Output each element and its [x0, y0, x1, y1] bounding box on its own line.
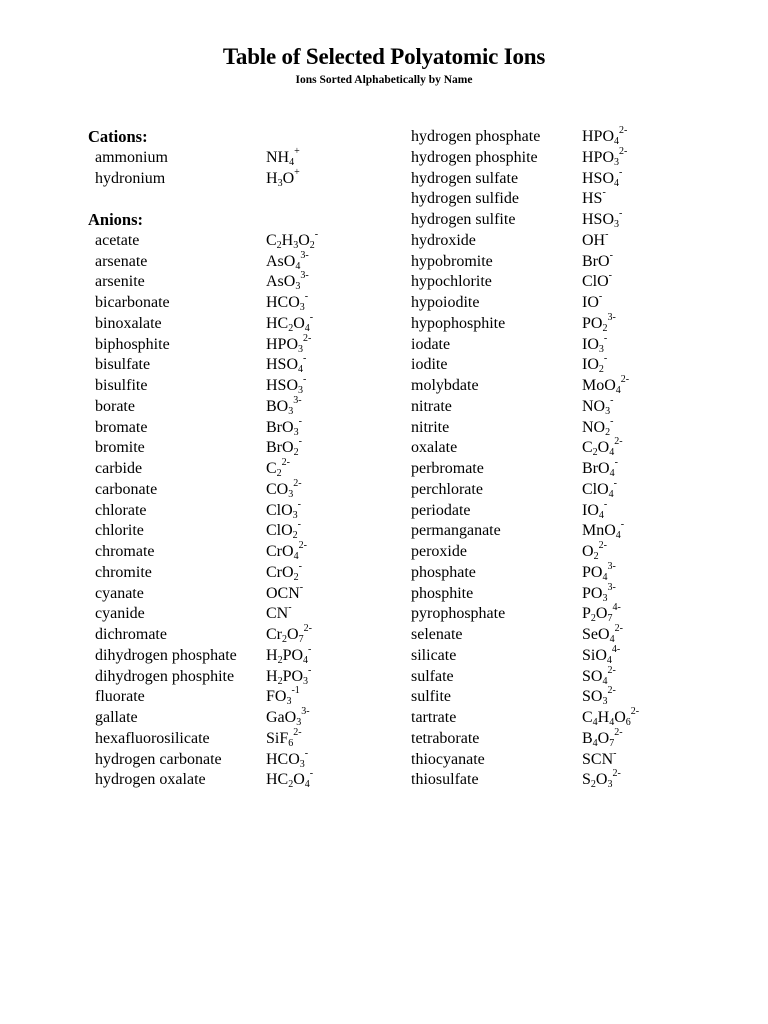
ion-name: bisulfite [95, 377, 148, 394]
ion-formula: $NO_2^-$ [582, 415, 614, 438]
ion-formula: $SO_4^{2-}$ [582, 664, 616, 687]
ion-row [88, 166, 300, 190]
ion-formula: CrO$_4^{2-}$ [266, 540, 307, 562]
ion-formula: $SO_3^{2-}$ [582, 685, 616, 708]
ion-name: perbromate [411, 460, 484, 477]
ion-formula: $HPO_3^{2-}$ [582, 145, 628, 168]
ion-row [88, 270, 309, 293]
ion-formula: $P_2O_7^{4-}$ [582, 602, 621, 625]
ion-name: hydrogen sulfide [411, 190, 519, 208]
ion-row [88, 436, 302, 459]
ion-row [88, 228, 319, 252]
ion-name: bisulfate [95, 356, 151, 374]
ion-formula: OCN- [266, 581, 304, 602]
ion-name: hydrogen carbonate [95, 750, 222, 768]
ion-formula: BrO$_3$- [266, 415, 302, 438]
ion-name: peroxide [411, 543, 467, 560]
ion-row [88, 643, 312, 667]
ion-row [88, 768, 314, 791]
section-heading: Anions: [88, 210, 144, 229]
ion-formula: SiF$_6^{2-}$ [266, 726, 302, 749]
ion-name: bromate [95, 418, 148, 436]
ion-name: hypoiodite [411, 294, 480, 311]
ion-name: hydroxide [411, 231, 476, 249]
ion-formula: $H_3O^+$ [266, 166, 300, 189]
ion-formula: AsO$_3^{3-}$ [266, 270, 309, 293]
ion-name: chromate [95, 543, 155, 560]
ion-formula: $H_2PO_4^-$ [266, 643, 312, 666]
ion-name: borate [95, 397, 135, 415]
ion-formula: $NH_4^+$ [266, 145, 300, 168]
ion-name: cyanide [95, 605, 145, 623]
ion-formula: $B_4O_7^{2-}$ [582, 726, 623, 749]
ion-name: thiocyanate [411, 750, 485, 768]
ion-formula: $HPO_4^{2-}$ [582, 125, 628, 147]
ion-formula: $PO_4^{3-}$ [582, 560, 616, 583]
ion-formula: ClO- [582, 270, 613, 291]
ion-name: ammonium [95, 148, 168, 166]
ion-row [88, 664, 312, 688]
ion-row [88, 374, 307, 397]
ion-row [88, 394, 302, 418]
ion-name: tartrate [411, 709, 457, 726]
section-heading: Cations: [88, 127, 148, 146]
ion-formula: SiO$_4^{4-}$ [582, 643, 621, 666]
ion-row [88, 747, 309, 771]
ion-row [88, 726, 302, 750]
ion-row [88, 685, 300, 708]
ion-formula: $S_2O_3^{2-}$ [582, 768, 621, 791]
ion-name: nitrite [411, 418, 450, 436]
ion-formula: SeO$_4^{2-}$ [582, 623, 623, 645]
ion-name: hydronium [95, 169, 166, 187]
ion-name: bromite [95, 439, 145, 457]
ion-name: iodate [411, 335, 451, 353]
ion-formula: $IO_3^-$ [582, 332, 608, 355]
ion-name: tetraborate [411, 729, 480, 747]
ion-formula: $PO_2^{3-}$ [582, 311, 616, 334]
ion-name: chromite [95, 563, 152, 581]
ion-row [88, 311, 314, 335]
ion-formula: CrO$_2$- [266, 560, 302, 583]
ion-name: molybdate [411, 377, 479, 394]
ion-name: phosphate [411, 563, 476, 581]
ion-name: permanganate [411, 522, 501, 540]
ion-name: iodite [411, 356, 448, 374]
ion-formula: $C_4H_4O_6^{2-}$ [582, 706, 640, 728]
ion-formula: $NO_3^-$ [582, 394, 614, 417]
ion-formula: HS- [582, 187, 606, 208]
ion-name: fluorate [95, 688, 145, 706]
ion-name: phosphite [411, 584, 474, 602]
ion-name: hydrogen phosphate [411, 128, 541, 145]
ion-name: hydrogen sulfite [411, 211, 516, 228]
ion-row [88, 249, 309, 273]
ion-name: periodate [411, 501, 471, 519]
ion-name: dichromate [95, 626, 167, 643]
ion-row [88, 540, 307, 563]
ion-formula: MoO$_4^{2-}$ [582, 374, 630, 396]
ion-row [88, 498, 302, 522]
ion-row [88, 623, 312, 646]
ion-formula: AsO$_4^{3-}$ [266, 249, 309, 272]
ion-row [88, 457, 291, 480]
ion-formula: MnO$_4$- [582, 519, 625, 542]
ion-formula: $IO_2^-$ [582, 353, 608, 376]
ion-name: chlorate [95, 501, 147, 519]
ion-formula: $C_2O_4^{2-}$ [582, 436, 623, 459]
ion-row [88, 415, 302, 439]
ion-formula: $C_2H_3O_2^-$ [266, 228, 319, 251]
ion-name: dihydrogen phosphite [95, 667, 235, 685]
ion-formula: $HPO_3^{2-}$ [266, 332, 312, 355]
ion-row [88, 291, 309, 314]
ion-formula: CN- [266, 602, 292, 623]
ion-row [88, 332, 312, 356]
ion-formula: $HC_2O_4^-$ [266, 311, 314, 334]
ion-row [88, 519, 302, 542]
ion-formula: $FO_3^{-1}$ [266, 685, 300, 708]
ion-formula: $IO_4^-$ [582, 498, 608, 521]
ion-name: dihydrogen phosphate [95, 646, 237, 664]
ion-name: pyrophosphate [411, 605, 506, 623]
ion-formula: $H_2PO_3^-$ [266, 664, 312, 687]
ion-row [88, 353, 307, 376]
ion-formula: BrO- [582, 249, 613, 270]
ion-name: hypobromite [411, 252, 493, 270]
ion-formula: $HCO_3^-$ [266, 747, 309, 770]
left-ion-column [88, 127, 319, 791]
ion-name: hydrogen phosphite [411, 148, 538, 166]
ion-formula: BrO$_4$- [582, 457, 618, 479]
ion-formula: $HCO_3^-$ [266, 291, 309, 313]
ion-row [88, 560, 302, 584]
ion-name: sulfite [411, 688, 451, 706]
ion-name: biphosphite [95, 335, 170, 353]
ion-formula: SCN- [582, 747, 617, 768]
ion-name: bicarbonate [95, 294, 170, 311]
ion-formula: ClO$_2$- [266, 519, 302, 542]
ion-row [88, 602, 292, 625]
ion-name: chlorite [95, 522, 144, 540]
ion-row [88, 145, 300, 169]
ion-row [88, 477, 302, 501]
ion-formula: $BO_3^{3-}$ [266, 394, 302, 417]
ion-formula: OH- [582, 228, 609, 249]
row-spacer [88, 189, 148, 210]
ion-name: acetate [95, 231, 140, 249]
ion-name: nitrate [411, 397, 452, 415]
ion-name: carbide [95, 460, 143, 477]
ion-name: selenate [411, 626, 463, 643]
ion-name: sulfate [411, 667, 454, 685]
ion-name: hydrogen oxalate [95, 771, 206, 789]
ion-name: thiosulfate [411, 771, 479, 789]
ion-name: hydrogen sulfate [411, 169, 519, 187]
ion-formula: $C_2^{2-}$ [266, 457, 291, 479]
ion-formula: BrO$_2$- [266, 436, 302, 459]
ion-name: silicate [411, 646, 457, 664]
ion-row [88, 581, 304, 605]
ion-name: oxalate [411, 439, 458, 457]
ion-name: carbonate [95, 480, 158, 498]
ion-name: arsenite [95, 273, 145, 291]
ion-formula: ClO$_4$- [582, 477, 618, 500]
ion-name: perchlorate [411, 480, 483, 498]
ion-formula: $CO_3^{2-}$ [266, 477, 302, 500]
ion-name: gallate [95, 709, 138, 726]
ion-formula: $PO_3^{3-}$ [582, 581, 616, 604]
ion-formula: $O_2^{2-}$ [582, 540, 607, 562]
ion-name: hypochlorite [411, 273, 492, 291]
ion-formula: $HSO_3^-$ [582, 208, 623, 230]
ion-formula: $HSO_3^-$ [266, 374, 307, 396]
ion-row [88, 706, 310, 729]
ion-name: hexafluorosilicate [95, 729, 210, 747]
ion-formula: $Cr_2O_7^{2-}$ [266, 623, 312, 645]
page-title: Table of Selected Polyatomic Ions [222, 44, 546, 69]
ion-formula: ClO$_3$- [266, 498, 302, 521]
ion-name: hypophosphite [411, 314, 506, 332]
ion-formula: $HC_2O_4^-$ [266, 768, 314, 791]
ion-formula: IO- [582, 291, 603, 311]
ion-name: arsenate [95, 252, 148, 270]
ion-name: cyanate [95, 584, 144, 602]
ion-name: binoxalate [95, 314, 162, 332]
ion-formula: GaO$_3^{3-}$ [266, 706, 310, 728]
page-subtitle: Ions Sorted Alphabetically by Name [295, 74, 473, 86]
ion-formula: $HSO_4^-$ [266, 353, 307, 376]
ion-formula: $HSO_4^-$ [582, 166, 623, 189]
